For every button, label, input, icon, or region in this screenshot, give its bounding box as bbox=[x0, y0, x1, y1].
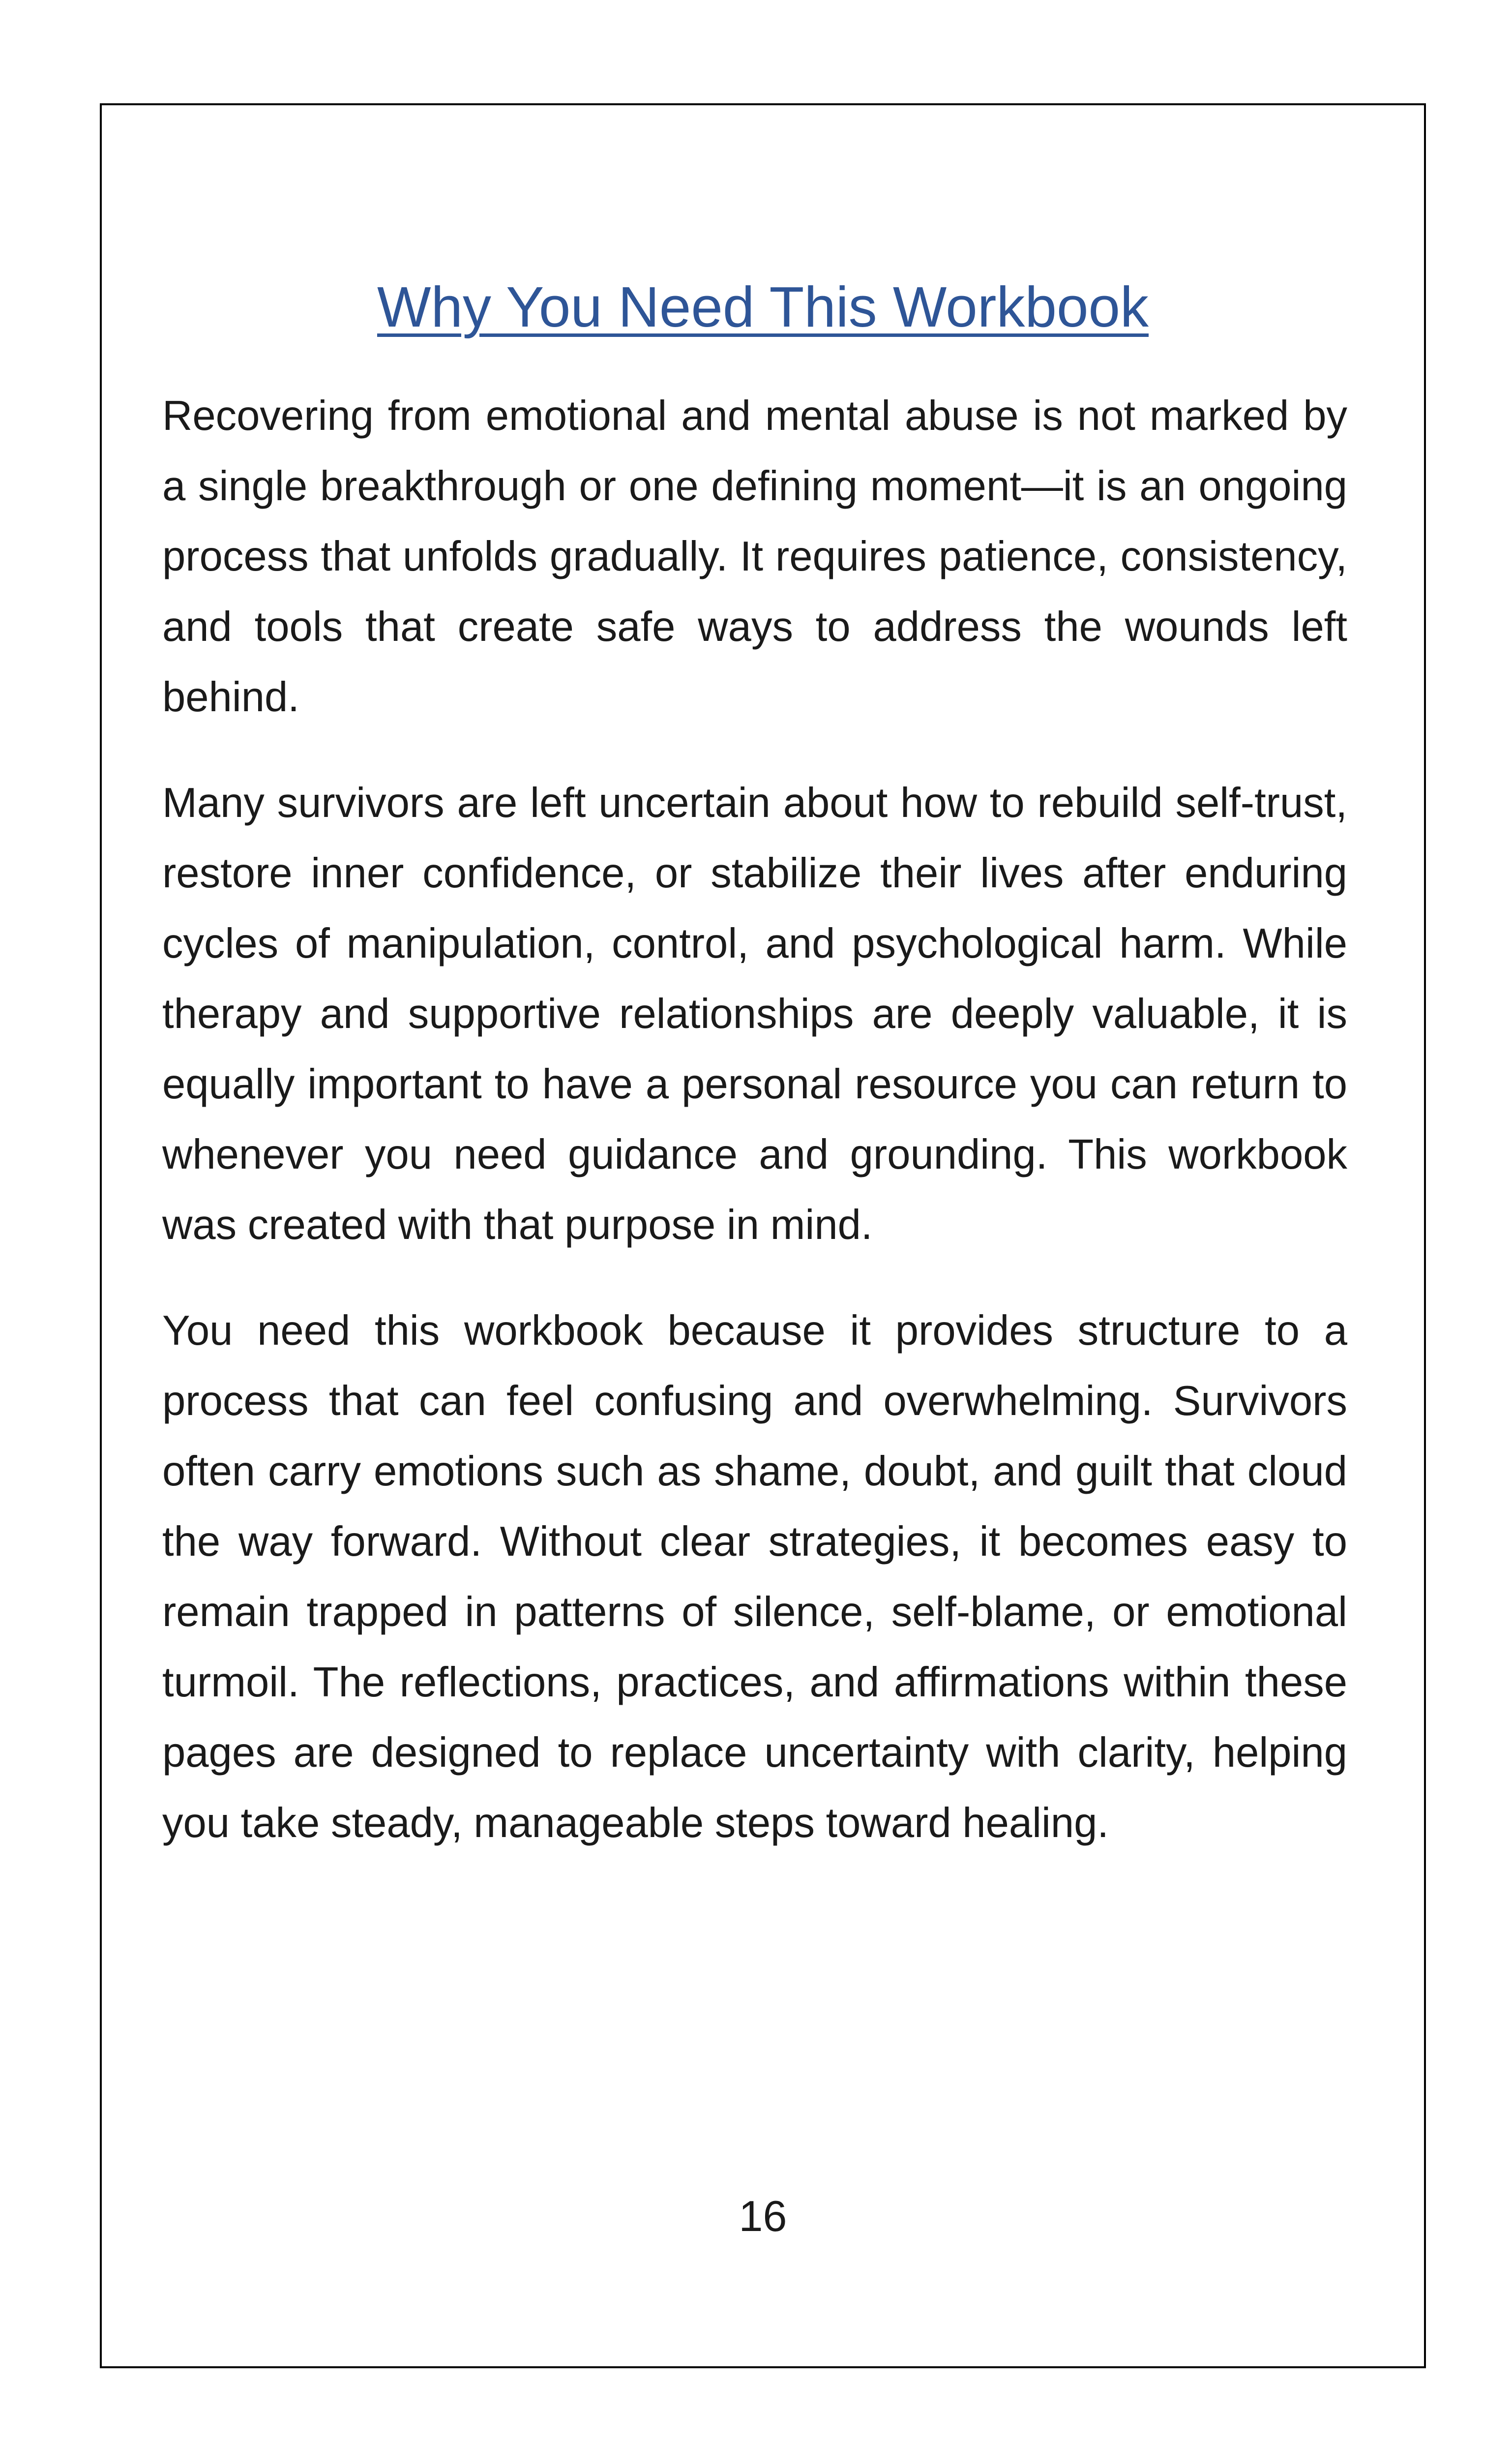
page-number: 16 bbox=[739, 2192, 787, 2240]
page-title: Why You Need This Workbook bbox=[377, 275, 1149, 339]
paragraph-3: You need this workbook because it provides structure to a process that can feel confusing and overwhelming. Survivors often carry emotions such as shame, doubt, and guilt that cloud the way forward. Without clear strategies, it becomes easy to remain trapped in patterns of silence, self-blame, or emotional turmoil. The reflections, practices, and affirmations within these pages are designed to replace uncertainty with clarity, helping you take steady, manageable steps toward healing. bbox=[162, 1307, 1347, 1846]
paragraph-1: Recovering from emotional and mental abuse is not marked by a single breakthrough or one defining moment—it is an ongoing process that unfolds gradually. It requires patience, consistency, and tools that create safe ways to address the wounds left behind. bbox=[162, 392, 1347, 721]
page-body bbox=[162, 381, 1347, 1894]
paragraph-2: Many survivors are left uncertain about how to rebuild self-trust, restore inner confidence, or stabilize their lives after enduring cycles of manipulation, control, and psychological harm. While therapy and supportive relationships are deeply valuable, it is equally important to have a personal resource you can return to whenever you need guidance and grounding. This workbook was created with that purpose in mind. bbox=[162, 780, 1347, 1248]
page-frame bbox=[100, 103, 1426, 2368]
